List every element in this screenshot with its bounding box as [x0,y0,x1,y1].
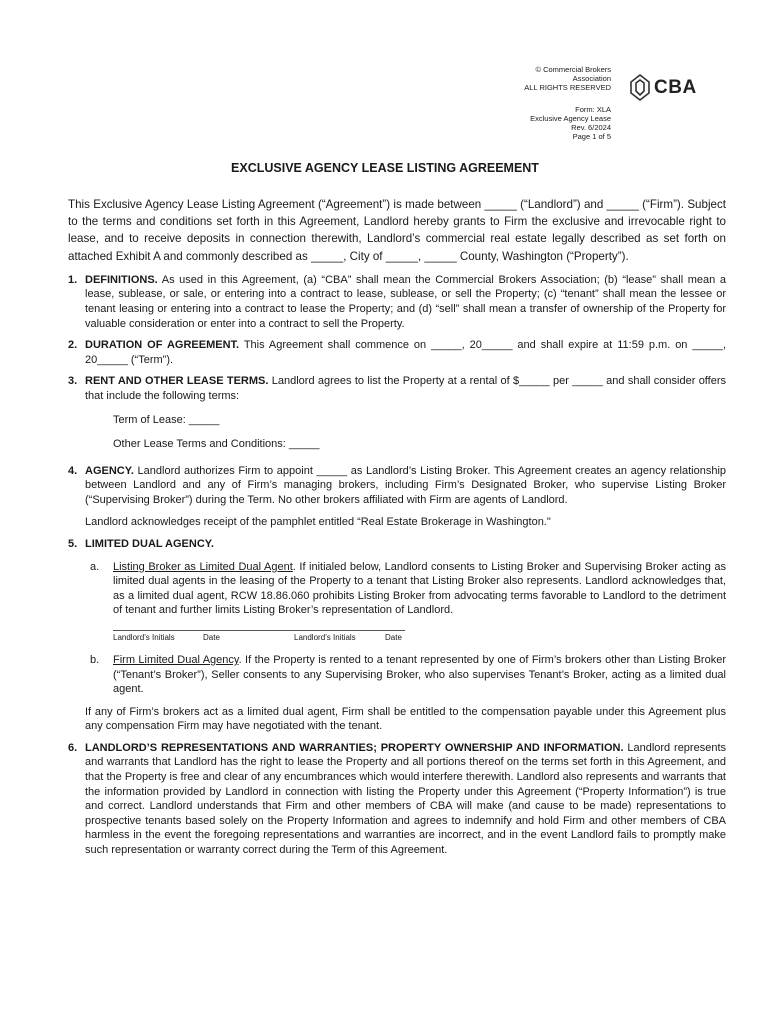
subsection-b [85,653,726,697]
section-body: Landlord represents and warrants that Landlord has the right to lease the Property and all portions thereof on the terms set forth in this Agreement, and that the Property is free and clear of any encumbrances which would interfere therewith. Landlord also represents and warrants that the information provided by Landlord in connection with listing the Property under this Agreement (“Property Information”) is true and correct. Landlord understands that Firm and other members of CBA will make (and cause to be made) representations to prospective tenants based solely on the Property Information and agrees to indemnify and hold Firm and other members of CBA harmless in the event the foregoing representations and warranties are incorrect, and in the event Landlord fails to promptly make such representation or warranty correct during the Term of this Agreement. [85,741,726,857]
compensation-paragraph: If any of Firm’s brokers act as a limited dual agent, Firm shall be entitled to the compensation payable under this Agreement plus any compensation Firm may have negotiated with the tenant. [85,705,726,733]
logo-text: CBA [654,77,697,98]
intro-paragraph: This Exclusive Agency Lease Listing Agreement (“Agreement”) is made between _____ (“Landlord”) and _____ (“Firm”). Subject to the terms and conditions set forth in this Agreement, Landlord hereby grants to Firm the exclusive and irrevocable right to lease, and to receive deposits in connection therewith, Landlord’s commercial real estate legally described as set forth on attached Exhibit A and commonly described as _____, City of _____, _____ County, Washington (“Property”). [68,198,726,263]
initials-signature-line[interactable] [113,630,405,643]
rights-line: ALL RIGHTS RESERVED [524,83,611,93]
date-label: Date [203,632,220,642]
subsection-heading: Listing Broker as Limited Dual Agent [113,560,293,573]
section-heading: DEFINITIONS. [85,273,158,286]
subsection-letter: b. [90,653,100,666]
section-duration [68,338,726,367]
form-name: Exclusive Agency Lease [530,113,611,123]
section-number: 5. [68,537,78,550]
copyright-line: © Commercial Brokers [535,65,611,74]
section-number: 3. [68,375,78,388]
section-number: 2. [68,339,78,352]
section-heading: LANDLORD’S REPRESENTATIONS AND WARRANTIES; PROPERTY OWNERSHIP AND INFORMATION. [85,741,624,754]
subsection-body: . If the Property is rented to a tenant represented by one of Firm’s brokers other than Listing Broker (“Tenant’s Broker”), Seller consents to any Supervising Broker, who also supervises Tenant’s Broker, acting as a limited dual agent. [113,653,726,696]
subsection-heading: Firm Limited Dual Agency [113,653,239,666]
document-title: EXCLUSIVE AGENCY LEASE LISTING AGREEMENT [231,161,539,175]
section-representations [68,741,726,858]
term-of-lease: Term of Lease: _____ [113,413,220,426]
subsection-letter: a. [90,560,100,573]
section-heading: AGENCY. [85,464,134,477]
section-body: This Agreement shall commence on _____, 20_____ and shall expire at 11:59 p.m. on _____, 20_____ (“Term”). [85,339,726,366]
initials-label: Landlord’s Initials [294,632,356,642]
subsection-body: . If initialed below, Landlord consents to Listing Broker and Supervising Broker acting as limited dual agents in the leasing of the Property to a tenant that Listing Broker also represents. Landlord acknowledges that, as a limited dual agent, RCW 18.86.060 prohibits Listing Broker from advocating terms favorable to Landlord to the detriment of tenant and further limits Listing Broker’s representation of Landlord. [113,560,726,617]
subsection-a [85,560,726,618]
section-body: Landlord authorizes Firm to appoint _____ as Landlord’s Listing Broker. This Agreement creates an agency relationship between Landlord and any of Firm’s managing brokers, including Firm’s Designated Broker, who supervise Listing Broker (“Supervising Broker”) during the Term. No other brokers affiliated with Firm are agents of Landlord. [85,464,727,506]
section-heading: DURATION OF AGREEMENT. [85,339,240,352]
page-number: Page 1 of 5 [572,132,611,142]
section-rent [68,374,726,451]
section-agency [68,464,726,530]
date-label: Date [385,632,402,642]
section-number: 6. [68,741,78,754]
initials-label: Landlord’s Initials [113,632,175,642]
section-limited-dual-agency [68,537,726,734]
section-heading: LIMITED DUAL AGENCY. [85,537,214,550]
header-block [500,65,611,141]
section-body: Landlord agrees to list the Property at a rental of $_____ per _____ and shall consider offers that include the following terms: [85,375,727,402]
other-lease-terms: Other Lease Terms and Conditions: _____ [113,437,320,450]
section-definitions [68,273,726,331]
pamphlet-acknowledgment: Landlord acknowledges receipt of the pamphlet entitled “Real Estate Brokerage in Washington." [85,516,551,529]
section-number: 1. [68,273,78,286]
section-number: 4. [68,464,78,477]
association-line: Association [572,74,611,84]
section-body: As used in this Agreement, (a) “CBA” shall mean the Commercial Brokers Association; (b) “lease” shall mean a lease, sublease, or sale, or entering into a contract to lease, sublease, or sell the Property; (c) “tenant” shall mean the lessee or tenant leasing or entering into a contract to lease the Property; and (d) “sell” shall mean a transfer of ownership of the Property for valuable consideration or enter into a contract to sell the Property. [85,273,726,330]
revision: Rev. 6/2024 [571,123,611,133]
document-body [68,196,726,865]
form-code: Form: XLA [575,104,611,114]
section-heading: RENT AND OTHER LEASE TERMS. [85,375,269,388]
